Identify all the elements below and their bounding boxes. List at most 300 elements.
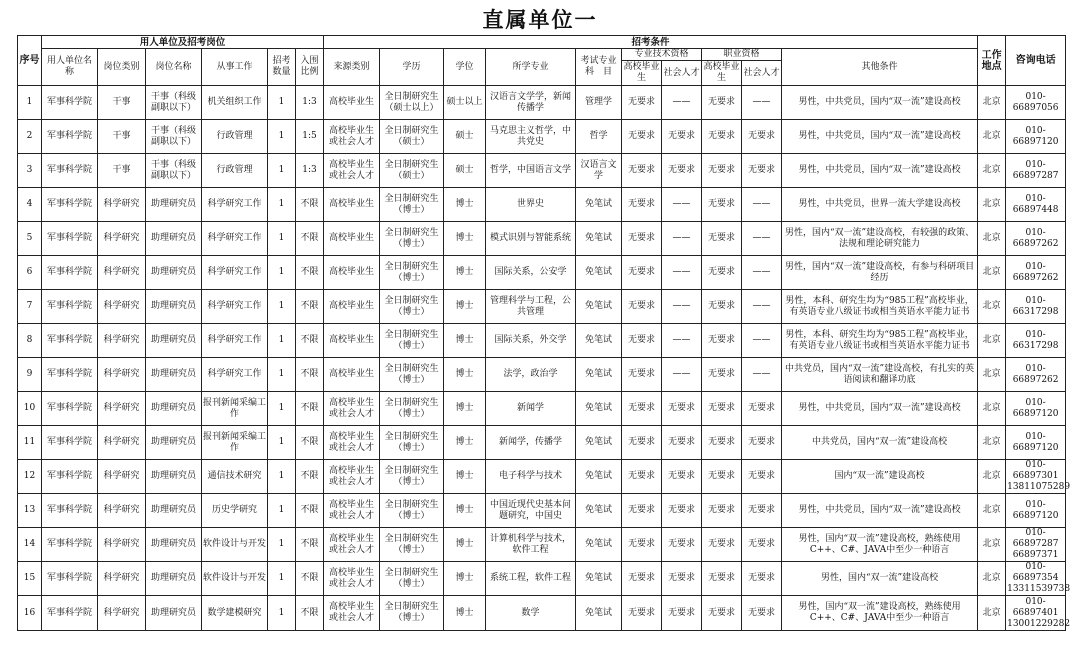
cell-category: 科学研究 — [98, 324, 146, 358]
table-header — [18, 36, 1066, 86]
cell-exam: 免笔试 — [576, 290, 622, 324]
header-source: 来源类别 — [324, 49, 380, 86]
cell-spec-social: 无要求 — [662, 596, 702, 631]
cell-other: 男性，中共党员，国内“双一流”建设高校 — [782, 154, 978, 188]
cell-work: 通信技术研究 — [202, 460, 268, 494]
cell-major: 世界史 — [486, 188, 576, 222]
cell-location: 北京 — [978, 494, 1006, 528]
table-row — [18, 290, 1066, 324]
cell-work: 科学研究工作 — [202, 222, 268, 256]
cell-prof-grad: 无要求 — [702, 324, 742, 358]
header-count: 招考数量 — [268, 49, 296, 86]
cell-exam: 免笔试 — [576, 426, 622, 460]
table-row — [18, 528, 1066, 562]
cell-phone: 010-66897287 66897371 — [1006, 528, 1066, 562]
cell-prof-grad: 无要求 — [702, 460, 742, 494]
cell-major: 模式识别与智能系统 — [486, 222, 576, 256]
cell-spec-social: —— — [662, 358, 702, 392]
cell-category: 科学研究 — [98, 562, 146, 596]
header-education: 学历 — [380, 49, 444, 86]
cell-education: 全日制研究生（博士） — [380, 460, 444, 494]
cell-source: 高校毕业生 — [324, 358, 380, 392]
header-ratio: 入围比例 — [296, 49, 324, 86]
cell-work: 数学建模研究 — [202, 596, 268, 631]
cell-spec-social: —— — [662, 324, 702, 358]
cell-degree: 博士 — [444, 562, 486, 596]
cell-count: 1 — [268, 154, 296, 188]
table-row — [18, 86, 1066, 120]
cell-count: 1 — [268, 460, 296, 494]
cell-unit: 军事科学院 — [42, 256, 98, 290]
cell-spec-grad: 无要求 — [622, 596, 662, 631]
cell-ratio: 1:5 — [296, 120, 324, 154]
cell-position: 助理研究员 — [146, 392, 202, 426]
cell-prof-social: 无要求 — [742, 494, 782, 528]
recruitment-table — [17, 35, 1071, 631]
cell-category: 科学研究 — [98, 222, 146, 256]
cell-prof-grad: 无要求 — [702, 426, 742, 460]
cell-major: 新闻学，传播学 — [486, 426, 576, 460]
cell-phone: 010-66897120 — [1006, 426, 1066, 460]
cell-category: 科学研究 — [98, 256, 146, 290]
cell-position: 助理研究员 — [146, 290, 202, 324]
cell-phone: 010-66317298 — [1006, 324, 1066, 358]
cell-spec-social: 无要求 — [662, 460, 702, 494]
cell-category: 科学研究 — [98, 460, 146, 494]
header-group-professional: 职业资格 — [702, 49, 782, 61]
cell-ratio: 不限 — [296, 426, 324, 460]
cell-degree: 博士 — [444, 222, 486, 256]
cell-prof-social: 无要求 — [742, 426, 782, 460]
header-spec-social: 社会人才 — [662, 61, 702, 86]
cell-other: 男性，国内“双一流”建设高校，熟练使用C++、C#、JAVA中至少一种语言 — [782, 596, 978, 631]
cell-work: 科学研究工作 — [202, 358, 268, 392]
cell-unit: 军事科学院 — [42, 494, 98, 528]
cell-unit: 军事科学院 — [42, 154, 98, 188]
cell-spec-grad: 无要求 — [622, 120, 662, 154]
cell-seq: 11 — [18, 426, 42, 460]
cell-major: 马克思主义哲学，中共党史 — [486, 120, 576, 154]
cell-location: 北京 — [978, 426, 1006, 460]
cell-category: 科学研究 — [98, 188, 146, 222]
cell-seq: 15 — [18, 562, 42, 596]
cell-degree: 博士 — [444, 426, 486, 460]
cell-source: 高校毕业生或社会人才 — [324, 596, 380, 631]
cell-seq: 5 — [18, 222, 42, 256]
cell-unit: 军事科学院 — [42, 86, 98, 120]
cell-count: 1 — [268, 290, 296, 324]
header-location: 工作地点 — [978, 36, 1006, 86]
cell-source: 高校毕业生或社会人才 — [324, 528, 380, 562]
cell-seq: 14 — [18, 528, 42, 562]
cell-education: 全日制研究生（硕士） — [380, 154, 444, 188]
cell-seq: 3 — [18, 154, 42, 188]
cell-prof-grad: 无要求 — [702, 562, 742, 596]
cell-spec-grad: 无要求 — [622, 460, 662, 494]
cell-spec-grad: 无要求 — [622, 188, 662, 222]
cell-major: 哲学，中国语言文学 — [486, 154, 576, 188]
cell-degree: 博士 — [444, 392, 486, 426]
cell-prof-social: 无要求 — [742, 528, 782, 562]
cell-education: 全日制研究生（硕士） — [380, 120, 444, 154]
cell-prof-social: 无要求 — [742, 596, 782, 631]
cell-spec-grad: 无要求 — [622, 154, 662, 188]
cell-education: 全日制研究生（博士） — [380, 256, 444, 290]
cell-seq: 6 — [18, 256, 42, 290]
cell-unit: 军事科学院 — [42, 426, 98, 460]
cell-category: 科学研究 — [98, 426, 146, 460]
cell-degree: 博士 — [444, 188, 486, 222]
cell-spec-grad: 无要求 — [622, 494, 662, 528]
cell-source: 高校毕业生或社会人才 — [324, 120, 380, 154]
cell-prof-grad: 无要求 — [702, 494, 742, 528]
cell-major: 系统工程，软件工程 — [486, 562, 576, 596]
cell-prof-social: 无要求 — [742, 460, 782, 494]
cell-position: 助理研究员 — [146, 324, 202, 358]
cell-exam: 免笔试 — [576, 460, 622, 494]
cell-position: 助理研究员 — [146, 426, 202, 460]
cell-prof-grad: 无要求 — [702, 392, 742, 426]
cell-ratio: 不限 — [296, 324, 324, 358]
cell-education: 全日制研究生（博士） — [380, 426, 444, 460]
cell-major: 计算机科学与技术，软件工程 — [486, 528, 576, 562]
header-group-specialty: 专业技术资格 — [622, 49, 702, 61]
cell-count: 1 — [268, 358, 296, 392]
cell-spec-grad: 无要求 — [622, 562, 662, 596]
cell-other: 男性，国内“双一流”建设高校，熟练使用C++、C#、JAVA中至少一种语言 — [782, 528, 978, 562]
cell-seq: 1 — [18, 86, 42, 120]
cell-degree: 硕士 — [444, 120, 486, 154]
cell-work: 软件设计与开发 — [202, 562, 268, 596]
cell-source: 高校毕业生或社会人才 — [324, 154, 380, 188]
cell-work: 机关组织工作 — [202, 86, 268, 120]
cell-prof-social: —— — [742, 256, 782, 290]
cell-education: 全日制研究生（博士） — [380, 290, 444, 324]
cell-degree: 博士 — [444, 358, 486, 392]
cell-other: 男性，中共党员，国内“双一流”建设高校 — [782, 392, 978, 426]
cell-source: 高校毕业生或社会人才 — [324, 562, 380, 596]
cell-source: 高校毕业生 — [324, 290, 380, 324]
cell-other: 男性，本科、研究生均为“985工程”高校毕业，有英语专业八级证书或相当英语水平能力证书 — [782, 290, 978, 324]
cell-prof-social: —— — [742, 86, 782, 120]
cell-work: 报刊新闻采编工作 — [202, 426, 268, 460]
cell-source: 高校毕业生 — [324, 86, 380, 120]
cell-unit: 军事科学院 — [42, 392, 98, 426]
cell-spec-grad: 无要求 — [622, 528, 662, 562]
cell-count: 1 — [268, 86, 296, 120]
table-body — [18, 86, 1071, 631]
cell-source: 高校毕业生 — [324, 188, 380, 222]
cell-seq: 13 — [18, 494, 42, 528]
cell-ratio: 不限 — [296, 256, 324, 290]
cell-spec-grad: 无要求 — [622, 256, 662, 290]
cell-location: 北京 — [978, 188, 1006, 222]
cell-exam: 免笔试 — [576, 324, 622, 358]
cell-location: 北京 — [978, 222, 1006, 256]
cell-unit: 军事科学院 — [42, 120, 98, 154]
cell-location: 北京 — [978, 290, 1006, 324]
cell-prof-social: 无要求 — [742, 562, 782, 596]
cell-spec-social: 无要求 — [662, 426, 702, 460]
cell-source: 高校毕业生 — [324, 256, 380, 290]
cell-exam: 免笔试 — [576, 528, 622, 562]
cell-work: 行政管理 — [202, 154, 268, 188]
cell-degree: 博士 — [444, 528, 486, 562]
cell-phone: 010-66897401 13001229282 — [1007, 596, 1071, 629]
cell-degree: 博士 — [444, 596, 486, 631]
cell-spec-social: 无要求 — [662, 562, 702, 596]
cell-unit: 军事科学院 — [42, 222, 98, 256]
cell-work: 行政管理 — [202, 120, 268, 154]
table-row — [18, 154, 1066, 188]
cell-spec-social: 无要求 — [662, 392, 702, 426]
cell-work: 历史学研究 — [202, 494, 268, 528]
cell-prof-grad: 无要求 — [702, 528, 742, 562]
cell-prof-social: —— — [742, 358, 782, 392]
cell-degree: 博士 — [444, 460, 486, 494]
cell-prof-grad: 无要求 — [702, 222, 742, 256]
cell-position: 干事（科级副职以下） — [146, 120, 202, 154]
cell-other: 男性，中共党员，国内“双一流”建设高校 — [782, 120, 978, 154]
cell-ratio: 不限 — [296, 460, 324, 494]
cell-work: 科学研究工作 — [202, 324, 268, 358]
cell-spec-grad: 无要求 — [622, 426, 662, 460]
cell-education: 全日制研究生（博士） — [380, 392, 444, 426]
cell-count: 1 — [268, 426, 296, 460]
cell-count: 1 — [268, 222, 296, 256]
cell-position: 干事（科级副职以下） — [146, 86, 202, 120]
cell-ratio: 不限 — [296, 596, 324, 631]
cell-exam: 免笔试 — [576, 392, 622, 426]
cell-location: 北京 — [978, 86, 1006, 120]
cell-position: 助理研究员 — [146, 256, 202, 290]
cell-unit: 军事科学院 — [42, 290, 98, 324]
table-row — [18, 494, 1066, 528]
cell-spec-social: 无要求 — [662, 120, 702, 154]
cell-position: 干事（科级副职以下） — [146, 154, 202, 188]
cell-source: 高校毕业生或社会人才 — [324, 392, 380, 426]
cell-other: 男性，国内“双一流”建设高校，有参与科研项目经历 — [782, 256, 978, 290]
cell-ratio: 1:3 — [296, 86, 324, 120]
cell-ratio: 1:3 — [296, 154, 324, 188]
cell-count: 1 — [268, 188, 296, 222]
cell-work: 报刊新闻采编工作 — [202, 392, 268, 426]
cell-location: 北京 — [978, 528, 1006, 562]
cell-exam: 哲学 — [576, 120, 622, 154]
cell-spec-social: —— — [662, 256, 702, 290]
cell-spec-grad: 无要求 — [622, 324, 662, 358]
cell-source: 高校毕业生 — [324, 222, 380, 256]
cell-ratio: 不限 — [296, 222, 324, 256]
cell-major: 数学 — [486, 596, 576, 631]
cell-spec-grad: 无要求 — [622, 290, 662, 324]
cell-spec-social: 无要求 — [662, 528, 702, 562]
cell-prof-grad: 无要求 — [702, 120, 742, 154]
cell-other: 男性，中共党员，国内“双一流”建设高校 — [782, 494, 978, 528]
cell-exam: 汉语言文学 — [576, 154, 622, 188]
table-row — [18, 562, 1066, 596]
cell-phone: 010-66897120 — [1006, 392, 1066, 426]
cell-unit: 军事科学院 — [42, 596, 98, 631]
cell-major: 新闻学 — [486, 392, 576, 426]
cell-prof-social: —— — [742, 290, 782, 324]
cell-count: 1 — [268, 562, 296, 596]
table-row — [18, 460, 1066, 494]
cell-phone: 010-66897056 — [1006, 86, 1066, 120]
cell-spec-social: 无要求 — [662, 154, 702, 188]
cell-phone: 010-66897262 — [1006, 222, 1066, 256]
header-other: 其他条件 — [782, 49, 978, 86]
table-row — [18, 324, 1066, 358]
cell-degree: 博士 — [444, 324, 486, 358]
cell-phone: 010-66897262 — [1006, 256, 1066, 290]
cell-other: 国内“双一流”建设高校 — [782, 460, 978, 494]
table-row — [18, 392, 1066, 426]
cell-location: 北京 — [978, 358, 1006, 392]
cell-seq: 10 — [18, 392, 42, 426]
cell-position: 助理研究员 — [146, 494, 202, 528]
header-category: 岗位类别 — [98, 49, 146, 86]
cell-category: 干事 — [98, 86, 146, 120]
cell-location: 北京 — [978, 562, 1006, 596]
cell-exam: 免笔试 — [576, 494, 622, 528]
table-row — [18, 222, 1066, 256]
cell-phone: 010-66897448 — [1006, 188, 1066, 222]
cell-exam: 免笔试 — [576, 596, 622, 631]
cell-count: 1 — [268, 120, 296, 154]
cell-ratio: 不限 — [296, 494, 324, 528]
cell-location: 北京 — [978, 392, 1006, 426]
cell-prof-social: 无要求 — [742, 154, 782, 188]
cell-category: 科学研究 — [98, 358, 146, 392]
cell-count: 1 — [268, 324, 296, 358]
cell-category: 干事 — [98, 120, 146, 154]
cell-location: 北京 — [978, 256, 1006, 290]
header-group-conditions: 招考条件 — [324, 36, 978, 49]
cell-position: 助理研究员 — [146, 562, 202, 596]
cell-unit: 军事科学院 — [42, 324, 98, 358]
cell-source: 高校毕业生或社会人才 — [324, 426, 380, 460]
cell-seq: 16 — [18, 596, 42, 631]
cell-count: 1 — [268, 392, 296, 426]
cell-spec-social: —— — [662, 188, 702, 222]
header-unit: 用人单位名 称 — [42, 49, 98, 86]
cell-prof-social: —— — [742, 222, 782, 256]
cell-seq: 8 — [18, 324, 42, 358]
cell-major: 中国近现代史基本问题研究，中国史 — [486, 494, 576, 528]
cell-location: 北京 — [978, 120, 1006, 154]
cell-education: 全日制研究生（博士） — [380, 596, 444, 631]
header-phone: 咨询电话 — [1006, 36, 1066, 86]
cell-prof-social: —— — [742, 188, 782, 222]
cell-category: 科学研究 — [98, 596, 146, 631]
cell-source: 高校毕业生或社会人才 — [324, 460, 380, 494]
header-group-employer: 用人单位及招考岗位 — [42, 36, 324, 49]
cell-exam: 免笔试 — [576, 188, 622, 222]
cell-location: 北京 — [978, 596, 1006, 631]
cell-seq: 9 — [18, 358, 42, 392]
cell-exam: 免笔试 — [576, 562, 622, 596]
cell-exam: 管理学 — [576, 86, 622, 120]
cell-major: 国际关系，外交学 — [486, 324, 576, 358]
cell-education: 全日制研究生（博士） — [380, 528, 444, 562]
cell-education: 全日制研究生（博士） — [380, 324, 444, 358]
table-row — [18, 256, 1066, 290]
cell-prof-grad: 无要求 — [702, 188, 742, 222]
header-position: 岗位名称 — [146, 49, 202, 86]
cell-major: 国际关系，公安学 — [486, 256, 576, 290]
cell-category: 科学研究 — [98, 528, 146, 562]
cell-position: 助理研究员 — [146, 460, 202, 494]
cell-other: 男性，中共党员，世界一流大学建设高校 — [782, 188, 978, 222]
cell-category: 科学研究 — [98, 290, 146, 324]
header-prof-social: 社会人才 — [742, 61, 782, 86]
cell-seq: 4 — [18, 188, 42, 222]
cell-major: 管理科学与工程，公共管理 — [486, 290, 576, 324]
cell-spec-social: 无要求 — [662, 494, 702, 528]
cell-spec-social: —— — [662, 222, 702, 256]
cell-position: 助理研究员 — [146, 222, 202, 256]
cell-category: 科学研究 — [98, 392, 146, 426]
cell-education: 全日制研究生（博士） — [380, 188, 444, 222]
cell-prof-social: —— — [742, 324, 782, 358]
cell-work: 科学研究工作 — [202, 256, 268, 290]
cell-work: 科学研究工作 — [202, 290, 268, 324]
cell-other: 男性，国内“双一流”建设高校，有较强的政策、法规和理论研究能力 — [782, 222, 978, 256]
cell-spec-social: —— — [662, 290, 702, 324]
cell-other: 男性，国内“双一流”建设高校 — [782, 562, 978, 596]
table-row — [18, 358, 1066, 392]
cell-spec-grad: 无要求 — [622, 222, 662, 256]
cell-exam: 免笔试 — [576, 358, 622, 392]
cell-ratio: 不限 — [296, 562, 324, 596]
cell-phone: 010-66897120 — [1006, 494, 1066, 528]
cell-unit: 军事科学院 — [42, 562, 98, 596]
cell-degree: 博士 — [444, 494, 486, 528]
cell-count: 1 — [268, 528, 296, 562]
cell-position: 助理研究员 — [146, 596, 202, 631]
cell-seq: 7 — [18, 290, 42, 324]
cell-prof-grad: 无要求 — [702, 596, 742, 631]
cell-major: 汉语言文学学，新闻传播学 — [486, 86, 576, 120]
cell-other: 男性，中共党员，国内“双一流”建设高校 — [782, 86, 978, 120]
cell-degree: 硕士 — [444, 154, 486, 188]
cell-prof-grad: 无要求 — [702, 256, 742, 290]
cell-ratio: 不限 — [296, 188, 324, 222]
cell-category: 科学研究 — [98, 494, 146, 528]
cell-phone: 010-66897354 13311539738 — [1007, 562, 1071, 594]
cell-other: 男性，本科、研究生均为“985工程”高校毕业，有英语专业八级证书或相当英语水平能力证书 — [782, 324, 978, 358]
header-spec-grad: 高校毕业生 — [622, 61, 662, 86]
cell-education: 全日制研究生（博士） — [380, 358, 444, 392]
cell-seq: 2 — [18, 120, 42, 154]
cell-prof-social: 无要求 — [742, 120, 782, 154]
cell-location: 北京 — [978, 324, 1006, 358]
cell-spec-grad: 无要求 — [622, 358, 662, 392]
header-exam: 考试专业科 目 — [576, 49, 622, 86]
cell-major: 法学，政治学 — [486, 358, 576, 392]
cell-ratio: 不限 — [296, 392, 324, 426]
page-title: 直属单位一 — [482, 7, 598, 32]
table-row — [18, 596, 1066, 631]
cell-source: 高校毕业生或社会人才 — [324, 494, 380, 528]
cell-position: 助理研究员 — [146, 528, 202, 562]
cell-prof-grad: 无要求 — [702, 154, 742, 188]
cell-phone: 010-66897301 13811075289 — [1007, 460, 1071, 492]
cell-phone: 010-66897120 — [1006, 120, 1066, 154]
cell-prof-grad: 无要求 — [702, 290, 742, 324]
cell-spec-grad: 无要求 — [622, 392, 662, 426]
